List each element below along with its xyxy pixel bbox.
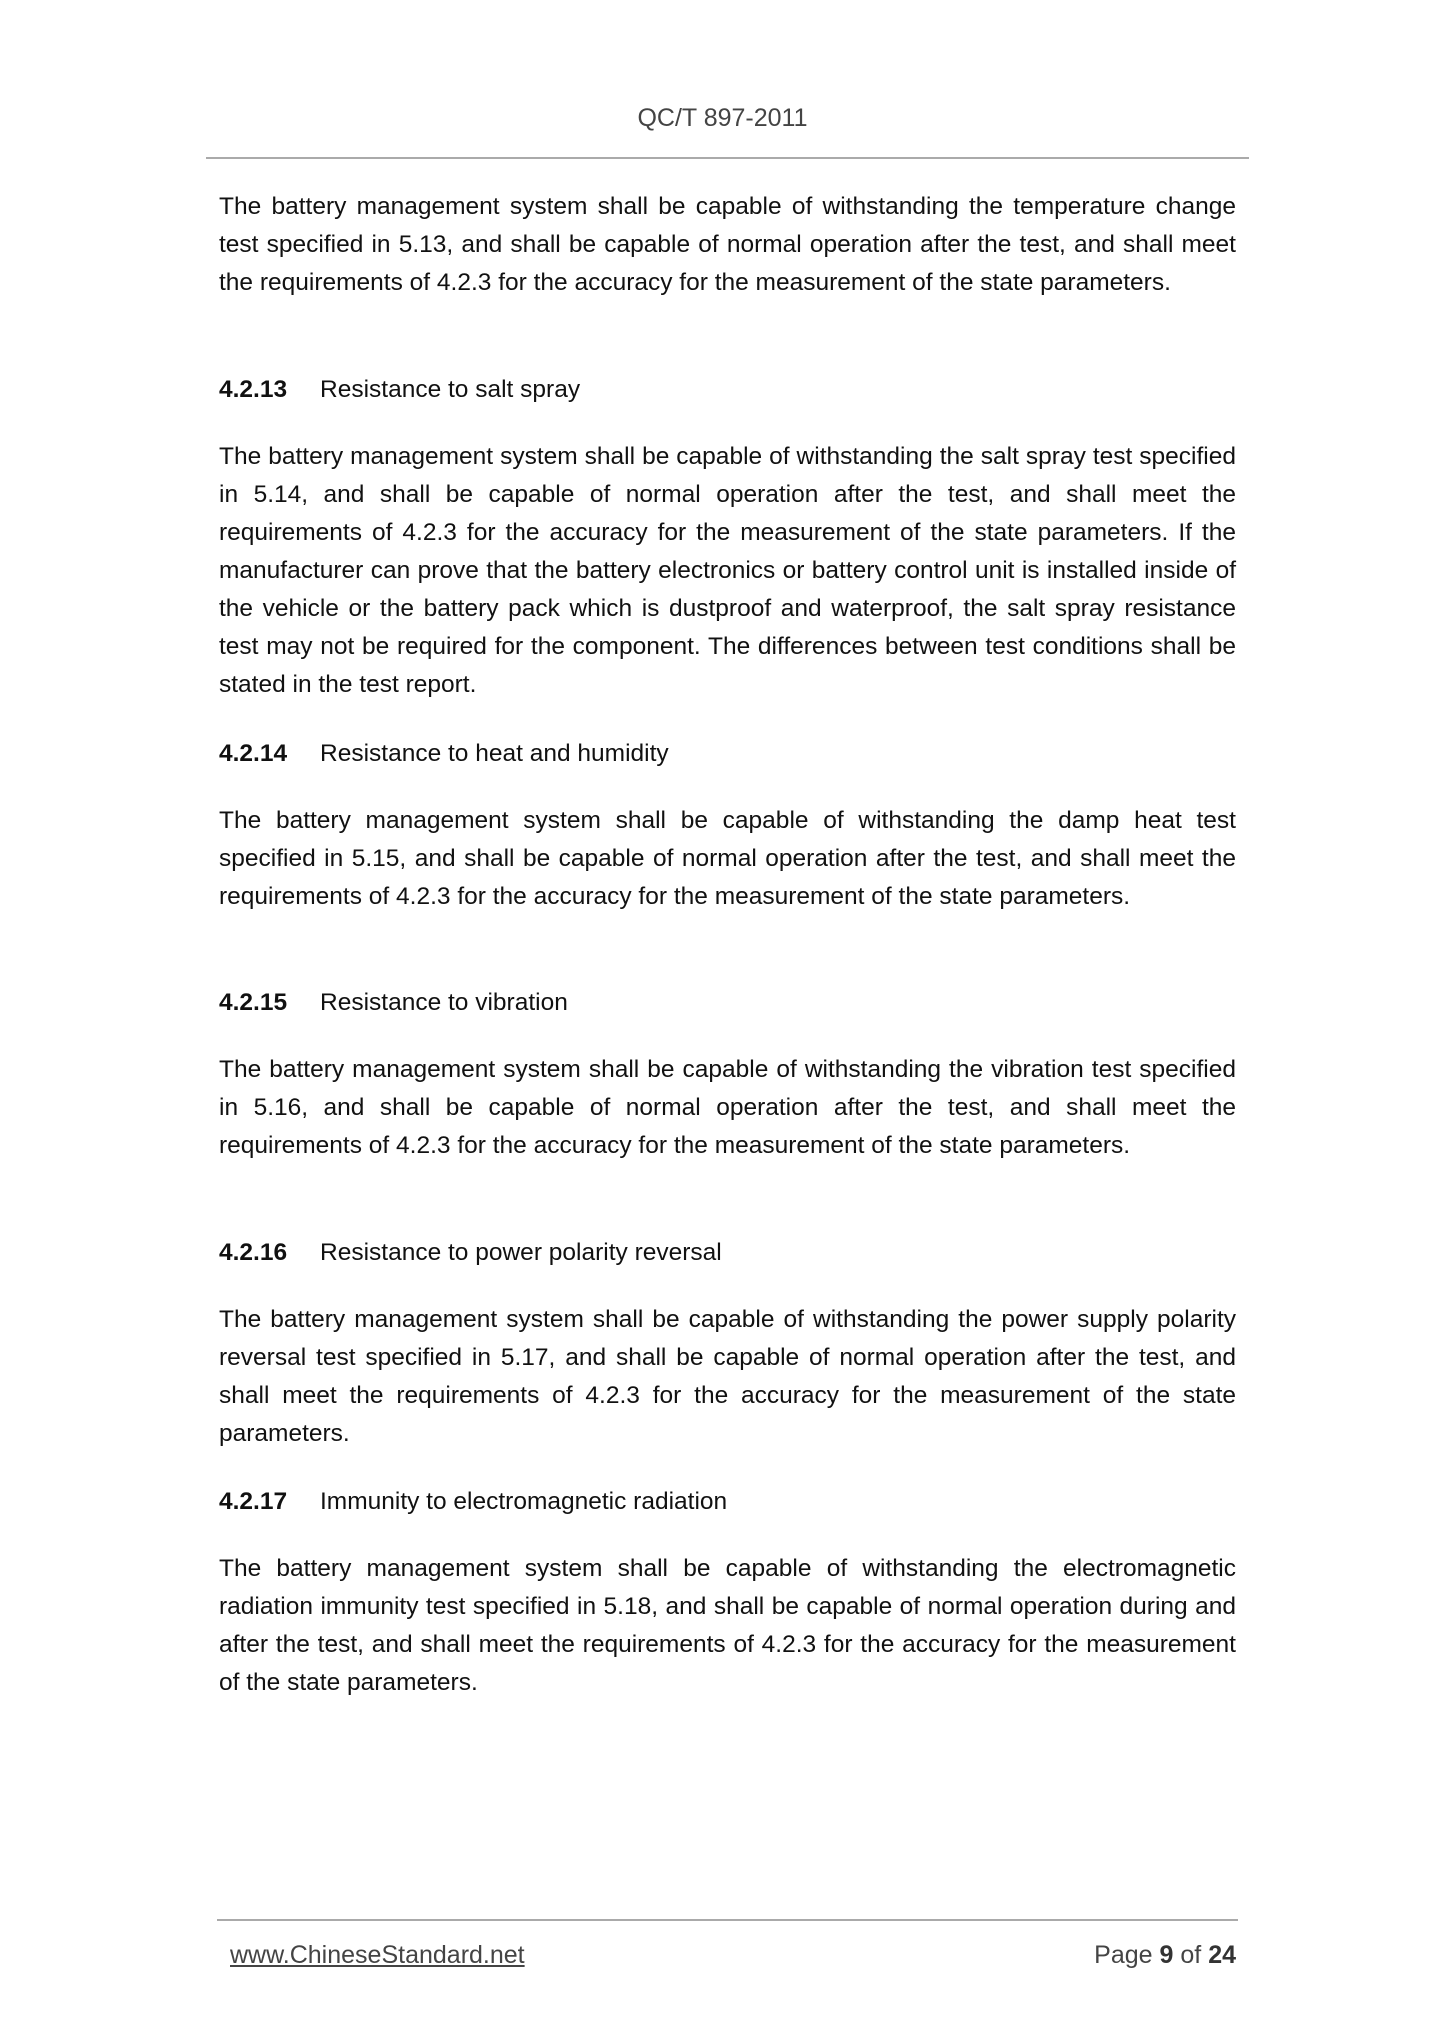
section-title: Resistance to vibration <box>320 989 568 1016</box>
of-label: of <box>1180 1941 1202 1969</box>
header-divider <box>206 157 1249 159</box>
section-title: Resistance to power polarity reversal <box>320 1239 722 1266</box>
paragraph-4-2-15: The battery management system shall be capable of withstanding the vibration test specified in 5.16, and shall be capable of normal operation after the test, and shall meet the requirements of 4.2.3 for the accuracy for the measurement of the state parameters. <box>219 1056 1236 1159</box>
section-title: Resistance to salt spray <box>320 376 581 403</box>
document-header: QC/T 897-2011 <box>637 104 808 132</box>
section-number: 4.2.15 <box>219 989 288 1016</box>
paragraph-4-2-13: The battery management system shall be capable of withstanding the salt spray test specified in 5.14, and shall be capable of normal operation after the test, and shall meet the requirements of 4.2.3 for the accuracy for the measurement of the state parameters. If the manufacturer can prove that the battery electronics or battery control unit is installed inside of the vehicle or the battery pack which is dustproof and waterproof, the salt spray resistance test may not be required for the component. The differences between test conditions shall be stated in the test report. <box>219 443 1236 698</box>
section-heading-4-2-15 <box>219 984 568 1022</box>
footer-divider <box>217 1919 1238 1921</box>
section-heading-4-2-16 <box>219 1234 722 1272</box>
section-heading-4-2-13 <box>219 371 580 409</box>
section-number: 4.2.13 <box>219 376 288 403</box>
section-title: Immunity to electromagnetic radiation <box>320 1488 728 1515</box>
section-number: 4.2.14 <box>219 740 288 767</box>
section-heading-4-2-14 <box>219 735 669 773</box>
section-title: Resistance to heat and humidity <box>320 740 669 767</box>
paragraph-4-2-17: The battery management system shall be capable of withstanding the electromagnetic radiation immunity test specified in 5.18, and shall be capable of normal operation during and after the test, and shall meet the requirements of 4.2.3 for the accuracy for the measurement of the state parameters. <box>219 1555 1236 1696</box>
section-number: 4.2.17 <box>219 1488 288 1515</box>
section-heading-4-2-17 <box>219 1483 727 1521</box>
paragraph-4-2-14: The battery management system shall be capable of withstanding the damp heat test specified in 5.15, and shall be capable of normal operation after the test, and shall meet the requirements of 4.2.3 for the accuracy for the measurement of the state parameters. <box>219 807 1236 910</box>
page-label: Page <box>1094 1941 1153 1969</box>
section-number: 4.2.16 <box>219 1239 288 1266</box>
paragraph-4-2-16: The battery management system shall be capable of withstanding the power supply polarity reversal test specified in 5.17, and shall be capable of normal operation after the test, and shall meet the requirements of 4.2.3 for the accuracy for the measurement of the state parameters. <box>219 1306 1236 1447</box>
total-pages: 24 <box>1208 1941 1236 1969</box>
current-page: 9 <box>1159 1941 1174 1969</box>
paragraph-intro: The battery management system shall be capable of withstanding the temperature change test specified in 5.13, and shall be capable of normal operation after the test, and shall meet the requirements of 4.2.3 for the accuracy for the measurement of the state parameters. <box>219 193 1236 296</box>
page-number <box>1094 1941 1236 1970</box>
footer-website-link[interactable]: www.ChineseStandard.net <box>230 1941 525 1969</box>
